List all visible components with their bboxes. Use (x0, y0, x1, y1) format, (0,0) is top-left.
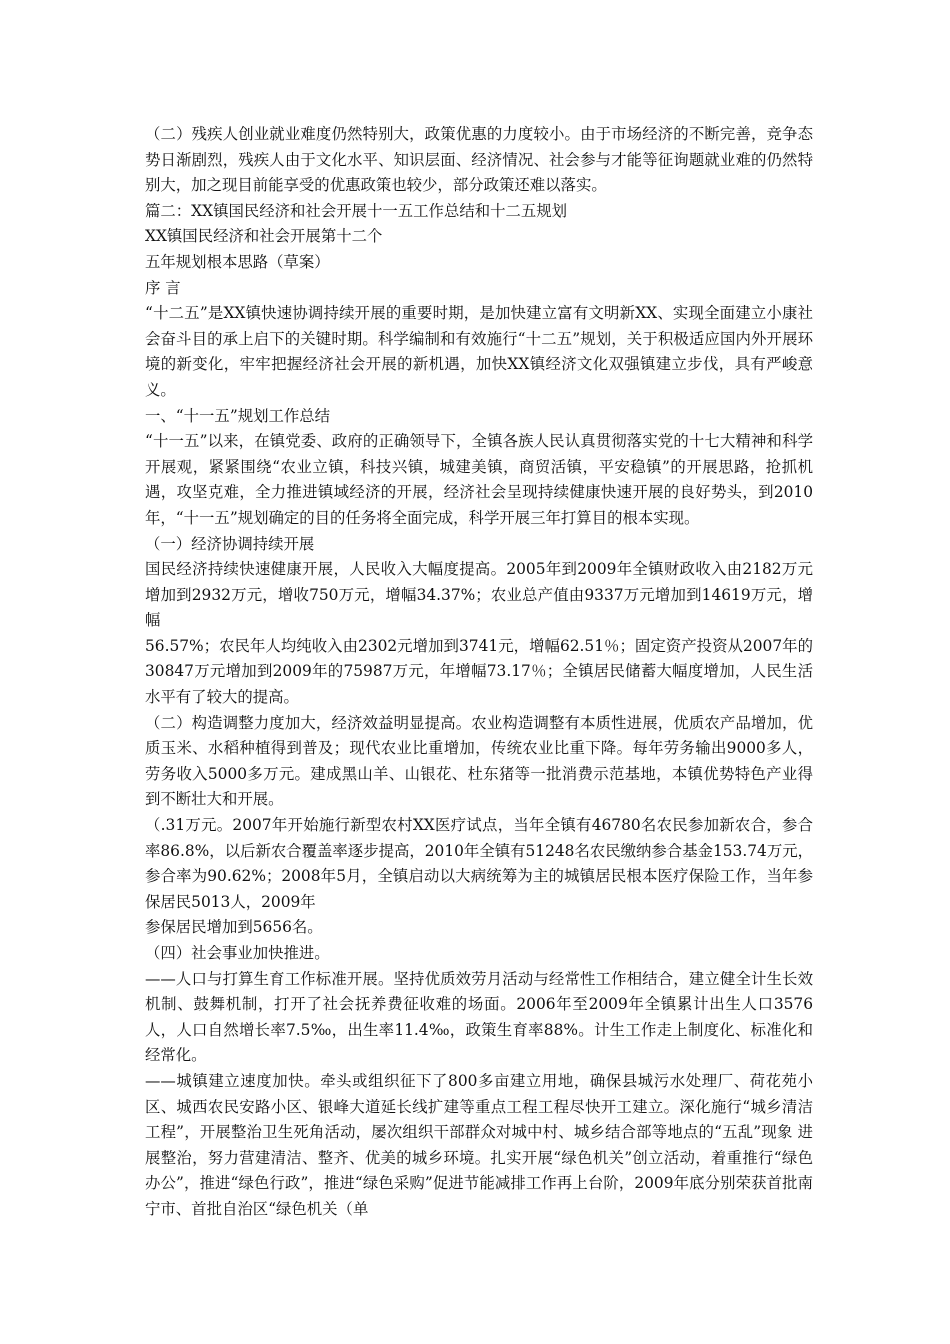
paragraph-economy-growth: 国民经济持续快速健康开展，人民收入大幅度提高。2005年到2009年全镇财政收入由2182万元增加到2932万元，增收750万元，增幅34.37%；农业总产值由9337万元增加到14619万元，增幅 (145, 560, 813, 630)
paragraph-structure-adjustment: （二）构造调整力度加大，经济效益明显提高。农业构造调整有本质性进展，优质农产品增加，优质玉米、水稻种植得到普及；现代农业比重增加，传统农业比重下降。每年劳务输出9000多人，劳务收入5000多万元。建成黑山羊、山银花、杜东猪等一批消费示范基地，本镇优势特色产业得到不断壮大和开展。 (145, 713, 813, 809)
paragraph-summary-intro: “十一五”以来，在镇党委、政府的正确领导下，全镇各族人民认真贯彻落实党的十七大精神和科学开展观，紧紧围绕“农业立镇，科技兴镇，城建美镇，商贸活镇，平安稳镇”的开展思路，抢抓机遇，攻坚克难，全力推进镇域经济的开展，经济社会呈现持续健康快速开展的良好势头，到2010年，“十一五”规划确定的目的任务将全面完成，科学开展三年打算目的根本实现。 (145, 432, 813, 527)
section-heading-part-two: 篇二：XX镇国民经济和社会开展十一五工作总结和十二五规划 (145, 201, 568, 220)
paragraph-urban-construction: ——城镇建立速度加快。牵头或组织征下了800多亩建立用地，确保县城污水处理厂、荷花苑小区、城西农民安路小区、银峰大道延长线扩建等重点工程工程尽快开工建立。深化施行“城乡清洁工程”，开展整治卫生死角活动，屡次组织干部群众对城中村、城乡结合部等地点的“五乱”现象 进展整治，努力营建清洁、整齐、优美的城乡环境。扎实开展“绿色机关”创立活动，着重推行“绿色办公”，推进“绿色行政”，推进“绿色采购”促进节能减排工作再上台阶，2009年底分别荣获首批南宁市、首批自治区“绿色机关（单 (145, 1071, 813, 1218)
section-heading-summary: 一、“十一五”规划工作总结 (145, 406, 331, 425)
subheading-social-affairs: （四）社会事业加快推进。 (145, 944, 330, 962)
paragraph-insured-residents: 参保居民增加到5656名。 (145, 918, 323, 937)
document-page (145, 122, 813, 1223)
paragraph-medical-insurance: （.31万元。2007年开始施行新型农村XX医疗试点，当年全镇有46780名农民参加新农合，参合率86.8%，以后新农合覆盖率逐步提高，2010年全镇有51248名农民缴纳参合基金153.74万元，参合率为90.62%；2008年5月，全镇启动以大病统筹为主的城镇居民根本医疗保险工作，当年参保居民5013人，2009年 (145, 816, 813, 911)
plan-title-line-1: XX镇国民经济和社会开展第十二个 (145, 227, 383, 246)
subheading-economy: （一）经济协调持续开展 (145, 534, 315, 553)
plan-title-line-2: 五年规划根本思路（草案） (145, 252, 330, 271)
paragraph-disabled-employment-difficulty: （二）残疾人创业就业难度仍然特别大，政策优惠的力度较小。由于市场经济的不断完善，竞争态势日渐剧烈，残疾人由于文化水平、知识层面、经济情况、社会参与才能等征询题就业难的仍然特别大，加之现目前能享受的优惠政策也较少，部分政策还难以落实。 (145, 125, 813, 195)
paragraph-preface: “十二五”是XX镇快速协调持续开展的重要时期，是加快建立富有文明新XX、实现全面建立小康社会奋斗目的承上启下的关键时期。科学编制和有效施行“十二五”规划，关于积极适应国内外开展环境的新变化，牢牢把握经济社会开展的新机遇，加快XX镇经济文化双强镇建立步伐，具有严峻意义。 (145, 304, 813, 399)
paragraph-economy-growth-cont: 56.57%；农民年人均纯收入由2302元增加到3741元，增幅62.51％；固定资产投资从2007年的30847万元增加到2009年的75987万元，年增幅73.17％；全镇居民储蓄大幅度增加，人民生活水平有了较大的提高。 (145, 636, 813, 707)
preface-heading: 序 言 (145, 278, 181, 297)
paragraph-population-planning: ——人口与打算生育工作标准开展。坚持优质效劳月活动与经常性工作相结合，建立健全计生长效机制、鼓舞机制，打开了社会抚养费征收难的场面。2006年至2009年全镇累计出生人口3576人，人口自然增长率7.5‰，出生率11.4‰，政策生育率88%。计生工作走上制度化、标准化和经常化。 (145, 969, 813, 1065)
